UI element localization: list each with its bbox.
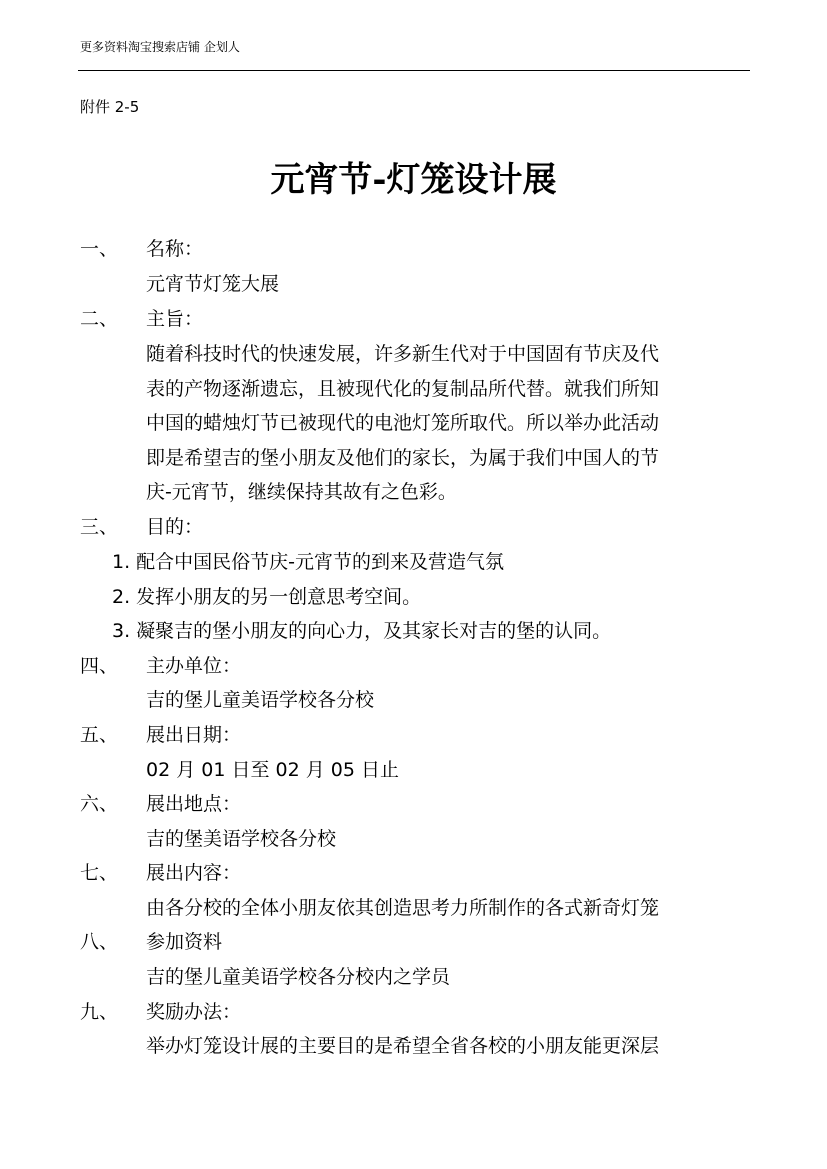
list-item: 3. 凝聚吉的堡小朋友的向心力，及其家长对吉的堡的认同。 — [112, 620, 612, 642]
section-label: 主办单位： — [146, 655, 242, 677]
section-label: 奖励办法： — [146, 1001, 242, 1023]
section-label: 展出地点： — [146, 793, 242, 815]
attachment-label: 附件 2-5 — [80, 98, 140, 116]
section-number: 七、 — [80, 862, 119, 884]
list-item: 2. 发挥小朋友的另一创意思考空间。 — [112, 586, 422, 608]
section-6-content: 吉的堡美语学校各分校 — [146, 828, 337, 850]
section-number: 九、 — [80, 1001, 119, 1023]
list-item: 1. 配合中国民俗节庆-元宵节的到来及营造气氛 — [112, 551, 505, 573]
document-title: 元宵节-灯笼设计展 — [270, 160, 557, 200]
section-label: 展出日期： — [146, 724, 242, 746]
section-4-content: 吉的堡儿童美语学校各分校 — [146, 689, 375, 711]
section-2-line: 即是希望吉的堡小朋友及他们的家长，为属于我们中国人的节 — [146, 447, 660, 469]
section-5-content: 02 月 01 日至 02 月 05 日止 — [146, 759, 399, 781]
section-number: 五、 — [80, 724, 119, 746]
section-2-line: 表的产物逐渐遗忘，且被现代化的复制品所代替。就我们所知 — [146, 378, 660, 400]
section-label: 目的： — [146, 516, 204, 538]
section-number: 三、 — [80, 516, 119, 538]
section-1-content: 元宵节灯笼大展 — [146, 273, 280, 295]
section-number: 八、 — [80, 931, 119, 953]
section-9-content: 举办灯笼设计展的主要目的是希望全省各校的小朋友能更深层 — [146, 1035, 660, 1057]
section-8-content: 吉的堡儿童美语学校各分校内之学员 — [146, 966, 451, 988]
header-text: 更多资料淘宝搜索店铺 企划人 — [80, 40, 240, 54]
section-number: 二、 — [80, 308, 119, 330]
section-label: 名称： — [146, 238, 204, 260]
section-2-line: 中国的蜡烛灯节已被现代的电池灯笼所取代。所以举办此活动 — [146, 412, 660, 434]
section-number: 四、 — [80, 655, 119, 677]
section-label: 展出内容： — [146, 862, 242, 884]
section-label: 主旨： — [146, 308, 204, 330]
section-2-line: 随着科技时代的快速发展，许多新生代对于中国固有节庆及代 — [146, 343, 660, 365]
section-label: 参加资料 — [146, 931, 223, 953]
section-number: 一、 — [80, 238, 119, 260]
section-number: 六、 — [80, 793, 119, 815]
section-7-content: 由各分校的全体小朋友依其创造思考力所制作的各式新奇灯笼 — [146, 897, 660, 919]
header-divider — [78, 70, 750, 71]
section-2-line: 庆-元宵节，继续保持其故有之色彩。 — [146, 481, 457, 503]
